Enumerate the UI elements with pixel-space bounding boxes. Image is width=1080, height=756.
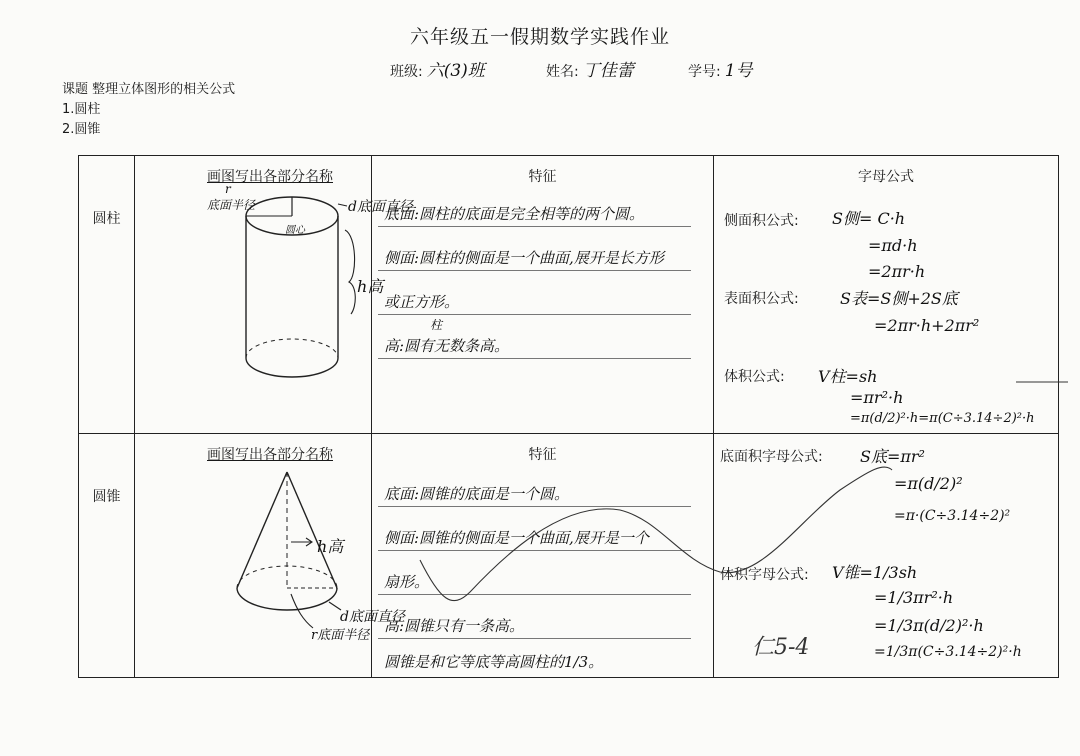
cone-feature-relation: 圆锥是和它等底等高圆柱的1/3。 (384, 653, 604, 671)
cylinder-diameter-label: d底面直径 (348, 199, 413, 215)
page-title: 六年级五一假期数学实践作业 (409, 26, 670, 48)
signature: 仁5-4 (752, 635, 810, 660)
cylinder-center-label: 圆心 (285, 225, 305, 236)
lateral-area-formula-1: S侧= C·h (832, 209, 906, 228)
cylinder-draw-heading: 画图写出各部分名称 (207, 169, 333, 185)
cylinder-height-label: h高 (357, 277, 384, 296)
surface-area-formula-1: S表=S侧+2S底 (840, 289, 958, 308)
cone-feature-lateral: 侧面:圆锥的侧面是一个曲面,展开是一个 (378, 524, 691, 551)
cylinder-row-label: 圆柱 (79, 156, 135, 434)
cone-feature-height: 高:圆锥只有一条高。 (378, 612, 691, 639)
cylinder-feature-insert: 柱 (430, 318, 443, 332)
cone-base-formula-1: S底=πr² (860, 447, 925, 466)
name-label: 姓名: (546, 64, 579, 80)
cone-radius-label: r底面半径 (311, 628, 370, 643)
cylinder-formula-heading: 字母公式 (858, 169, 914, 185)
class-label: 班级: (390, 64, 423, 80)
cylinder-feature-height: 高:圆有无数条高。 (378, 332, 691, 359)
cone-base-label: 底面积字母公式: (720, 449, 823, 465)
cone-volume-formula-3: =1/3π(d/2)²·h (874, 616, 984, 635)
cone-feature-base: 底面:圆锥的底面是一个圆。 (378, 480, 691, 507)
lateral-area-formula-3: =2πr·h (868, 262, 926, 281)
cone-base-formula-2: =π(d/2)² (894, 474, 963, 493)
surface-area-label: 表面积公式: (724, 291, 799, 307)
cylinder-feature-base: 底面:圆柱的底面是完全相等的两个圆。 (378, 200, 691, 227)
surface-area-formula-2: =2πr·h+2πr² (874, 316, 980, 335)
cone-volume-formula-4: =1/3π(C÷3.14÷2)²·h (874, 644, 1022, 660)
cylinder-volume-formula-1: V柱=sh (818, 367, 878, 386)
cylinder-volume-label: 体积公式: (724, 369, 785, 385)
cone-height-label: h高 (317, 537, 344, 556)
cylinder-volume-formula-2: =πr²·h (850, 388, 904, 407)
cone-row-label: 圆锥 (79, 434, 135, 678)
cylinder-feature-lateral: 侧面:圆柱的侧面是一个曲面,展开是长方形 (378, 244, 691, 271)
cone-base-formula-3: =π·(C÷3.14÷2)² (894, 508, 1011, 524)
cone-diameter-label: d底面直径 (340, 609, 405, 625)
cylinder-radius-label: 底面半径 (207, 198, 256, 212)
cone-volume-formula-2: =1/3πr²·h (874, 588, 954, 607)
cone-volume-label: 体积字母公式: (720, 567, 809, 583)
cone-feature-heading: 特征 (528, 447, 557, 463)
cone-draw-heading: 画图写出各部分名称 (207, 447, 333, 463)
cylinder-volume-formula-3: =π(d/2)²·h=π(C÷3.14÷2)²·h (850, 411, 1035, 426)
cylinder-feature-heading: 特征 (528, 169, 557, 185)
topic-item-cone: 2.圆锥 (62, 122, 101, 137)
cone-volume-formula-1: V锥=1/3sh (832, 563, 918, 582)
topic-item-cylinder: 1.圆柱 (62, 102, 101, 117)
lateral-area-formula-2: =πd·h (868, 236, 918, 255)
id-label: 学号: (688, 64, 721, 80)
cylinder-feature-lateral-cont: 或正方形。 (378, 288, 691, 315)
cylinder-radius-symbol: r (225, 182, 231, 196)
cone-feature-lateral-cont: 扇形。 (378, 568, 691, 595)
name-value: 丁佳蕾 (582, 61, 634, 81)
class-value: 六(3)班 (426, 61, 485, 81)
topic-title: 课题 整理立体图形的相关公式 (62, 82, 236, 97)
lateral-area-label: 侧面积公式: (724, 213, 799, 229)
id-value: 1号 (724, 61, 753, 81)
